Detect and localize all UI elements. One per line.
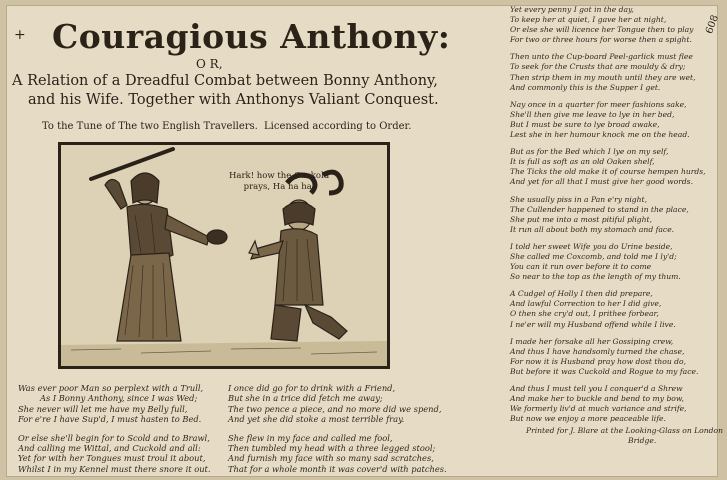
woodcut-illustration bbox=[58, 142, 390, 369]
verse-line: As I Bonny Anthony, since I was Wed; bbox=[40, 393, 198, 404]
verse-line: But now we enjoy a more peaceable life. bbox=[510, 414, 666, 424]
license-note: Licensed according to Order. bbox=[264, 121, 412, 132]
verse-line: Whilst I in my Kennel must there snore it out. bbox=[18, 463, 211, 474]
verse-line: She put me into a most pitiful plight, bbox=[510, 214, 653, 224]
subtitle-line-2: and his Wife. Together with Anthonys Valiant Conquest. bbox=[28, 92, 439, 108]
verse-line: We formerly liv'd at much variance and strife, bbox=[510, 404, 687, 414]
speech-line-2: prays, Ha ha ha. bbox=[243, 182, 315, 192]
verse-line: I ne'er will my Husband offend while I live. bbox=[510, 319, 676, 329]
verse-column-right bbox=[510, 5, 723, 447]
verse-line: The Ticks the old make it of course hempen hurds, bbox=[510, 167, 706, 177]
verse-line: A Cudgel of Holly I then did prepare, bbox=[510, 289, 653, 299]
verse-line: She never will let me have my Belly full, bbox=[18, 403, 188, 414]
verse-line: And thus I must tell you I conquer'd a Shrew bbox=[510, 384, 683, 393]
woodcut-underline bbox=[58, 367, 390, 369]
verse-line: And yet for all that I must give her good words. bbox=[510, 177, 693, 187]
verse-line: And yet she did stoke a most terrible fray. bbox=[228, 414, 405, 425]
verse-line: For e're I have Sup'd, I must hasten to Bed. bbox=[18, 414, 202, 425]
imprint-line-1: Printed for J. Blare at the Looking-Glass on London bbox=[526, 426, 723, 436]
verse-line: Was ever poor Man so perplext with a Trull, bbox=[18, 383, 204, 393]
verse-line: I once did go for to drink with a Friend, bbox=[228, 383, 396, 393]
verse-line: But as for the Bed which I lye on my self, bbox=[510, 147, 669, 157]
page-number-mark: 608 bbox=[704, 13, 721, 36]
verse-line: Lest she in her humour knock me on the head. bbox=[510, 130, 690, 140]
verse-line: Then strip them in my mouth until they are wet, bbox=[510, 72, 696, 82]
verse-column-left bbox=[18, 383, 211, 474]
verse-line: It run all about both my stomach and face. bbox=[510, 224, 675, 234]
imprint-line-2: Bridge. bbox=[628, 436, 657, 446]
verse-line: I told her sweet Wife you do Urine beside, bbox=[510, 241, 673, 251]
verse-line: The two pence a piece, and no more did we spend, bbox=[228, 403, 442, 414]
verse-line: And commonly this is the Supper I get. bbox=[510, 82, 661, 92]
verse-line: For now it is Husband pray how dost thou do, bbox=[510, 356, 687, 366]
verse-line: To keep her at quiet, I gave her at night, bbox=[510, 15, 667, 25]
woodcut-figures bbox=[61, 145, 387, 366]
verse-line: Nay once in a quarter for meer fashions sake, bbox=[510, 99, 687, 109]
verse-line: That for a whole month it was cover'd with patches. bbox=[228, 463, 447, 474]
verse-line: She flew in my face and called me fool, bbox=[228, 432, 393, 443]
verse-line: It is full as soft as an old Oaken shelf, bbox=[510, 157, 655, 167]
verse-line: So near to the top as the length of my thum. bbox=[510, 272, 681, 282]
verse-line: O then she cry'd out, I prithee forbear, bbox=[510, 309, 659, 319]
verse-line: And furnish my face with so many sad scratches, bbox=[228, 453, 434, 464]
verse-line: But before it was Cuckold and Rogue to my face. bbox=[510, 366, 699, 376]
verse-line: Yet every penny I got in the day, bbox=[510, 5, 634, 14]
verse-line: Then tumbled my head with a three legged stool; bbox=[228, 443, 436, 454]
woodcut-caption bbox=[229, 171, 329, 193]
verse-line: And calling me Wittal, and Cuckold and all: bbox=[18, 443, 201, 454]
verse-line: She'll then give me leave to lye in her bed, bbox=[510, 109, 675, 119]
verse-line: For two or three hours for worse then a spight. bbox=[510, 35, 692, 45]
verse-line: Or else she will licence her Tongue then to play bbox=[510, 25, 694, 35]
verse-line: Yet for with her Tongues must troul it about, bbox=[18, 453, 206, 464]
verse-line: And lawful Correction to her I did give, bbox=[510, 299, 662, 309]
title-or: O R, bbox=[196, 57, 223, 71]
subtitle-line-1: A Relation of a Dreadful Combat between Bonny Anthony, bbox=[12, 73, 438, 89]
verse-line: Then unto the Cup-board Peel-garlick must flee bbox=[510, 52, 693, 62]
verse-line: She usually piss in a Pan e'ry night, bbox=[510, 194, 647, 204]
verse-line: She called me Coxcomb, and told me I ly'd; bbox=[510, 251, 677, 261]
verse-column-middle bbox=[228, 383, 447, 474]
verse-line: And make her to buckle and bend to my bow, bbox=[510, 394, 684, 404]
verse-line: And thus I have handsomly turned the chase, bbox=[510, 346, 685, 356]
broadside-sheet bbox=[6, 5, 723, 477]
verse-line: I made her forsake all her Gossiping crew, bbox=[510, 336, 674, 346]
verse-line: The Cullender happened to stand in the place, bbox=[510, 204, 689, 214]
ballad-title: Couragious Anthony: bbox=[52, 17, 451, 56]
tune-note: To the Tune of The two English Travellers. bbox=[42, 121, 258, 132]
verse-line: But I must be sure to lye broad awake, bbox=[510, 119, 660, 129]
verse-line: Or else she'll begin for to Scold and to Brawl, bbox=[18, 432, 210, 443]
speech-line-1: Hark! how the Cuckold bbox=[229, 171, 330, 181]
verse-line: But she in a trice did fetch me away; bbox=[228, 393, 383, 404]
plus-mark: + bbox=[14, 27, 26, 43]
verse-line: You can it run over before it to come bbox=[510, 262, 652, 272]
verse-line: To seek for the Crusts that are mouldy & dry; bbox=[510, 62, 686, 72]
